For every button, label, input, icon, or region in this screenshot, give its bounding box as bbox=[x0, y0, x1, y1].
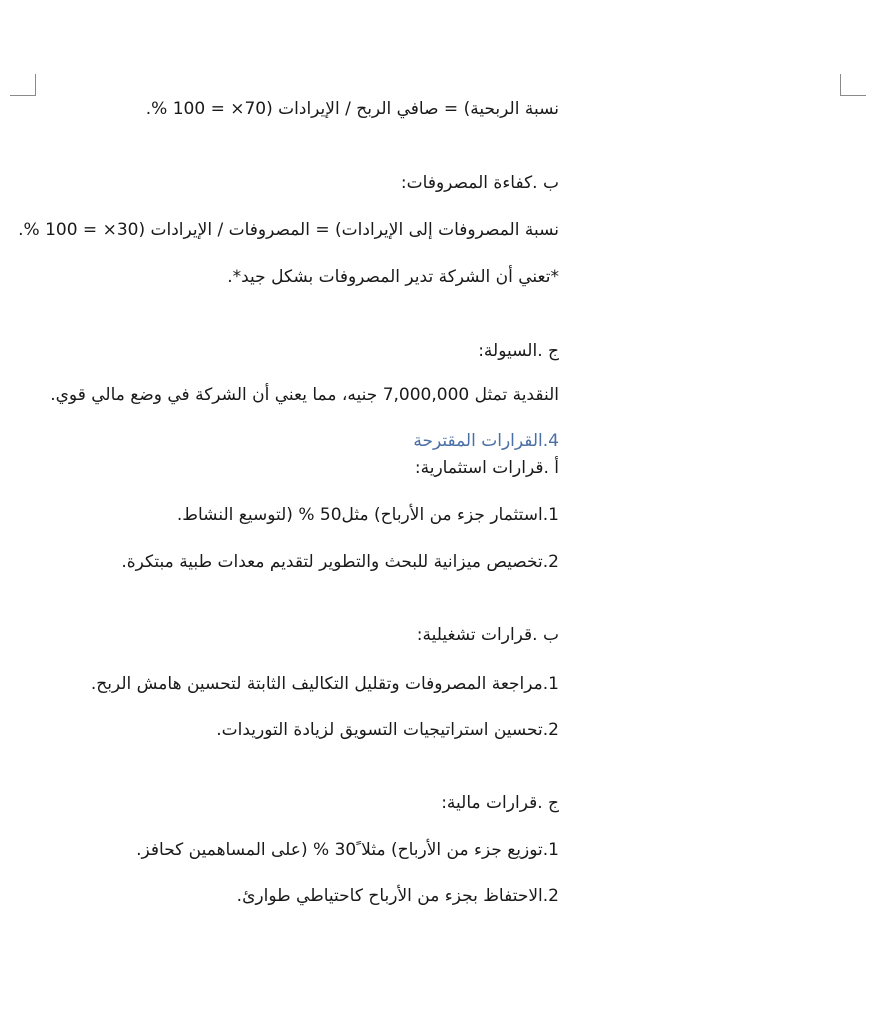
section-c-liquidity-title: ج .السيولة: bbox=[478, 341, 559, 361]
operational-item-1: 1.مراجعة المصروفات وتقليل التكاليف الثابتة لتحسين هامش الربح. bbox=[90, 674, 559, 694]
investment-item-2: 2.تخصيص ميزانية للبحث والتطوير لتقديم معدات طبية مبتكرة. bbox=[121, 552, 559, 572]
crop-mark-top-left bbox=[10, 74, 36, 96]
expense-note-line: *تعني أن الشركة تدير المصروفات بشكل جيد*. bbox=[227, 267, 559, 287]
cash-line: النقدية تمثل 7,000,000 جنيه، مما يعني أن الشركة في وضع مالي قوي. bbox=[50, 385, 559, 405]
financial-item-1: 1.توزيع جزء من الأرباح) مثلا ً30 % (على المساهمين كحافز. bbox=[136, 840, 559, 860]
decisions-heading: 4.القرارات المقترحة bbox=[413, 431, 559, 451]
crop-mark-top-right bbox=[840, 74, 866, 96]
operational-item-2: 2.تحسين استراتيجيات التسويق لزيادة التوريدات. bbox=[216, 720, 559, 740]
investment-decisions-title: أ .قرارات استثمارية: bbox=[414, 458, 559, 478]
profit-ratio-line: نسبة الربحية) = صافي الربح / الإيرادات (70× = 100 %. bbox=[145, 99, 559, 119]
investment-item-1: 1.استثمار جزء من الأرباح) مثل50 % (لتوسيع النشاط. bbox=[176, 505, 559, 525]
financial-decisions-title: ج .قرارات مالية: bbox=[441, 793, 559, 813]
section-b-expense-efficiency-title: ب .كفاءة المصروفات: bbox=[400, 173, 559, 193]
operational-decisions-title: ب .قرارات تشغيلية: bbox=[416, 625, 559, 645]
expense-ratio-line: نسبة المصروفات إلى الإيرادات) = المصروفات / الإيرادات (30× = 100 %. bbox=[18, 220, 559, 240]
financial-item-2: 2.الاحتفاظ بجزء من الأرباح كاحتياطي طوارئ. bbox=[236, 886, 559, 906]
